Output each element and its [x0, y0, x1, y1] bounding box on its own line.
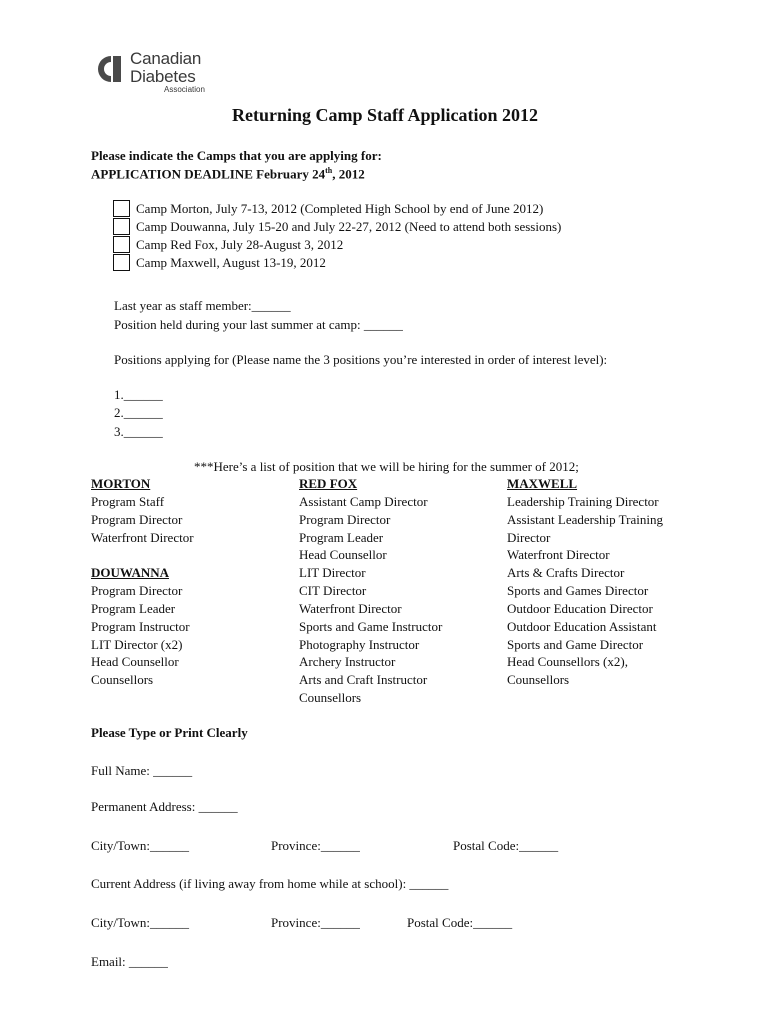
camp-option-douwanna: Camp Douwanna, July 15-20 and July 22-27, 2012 (Need to attend both sessions)	[136, 219, 562, 234]
hiring-note: ***Here’s a list of position that we will be hiring for the summer of 2012;	[194, 459, 579, 474]
red-fox-position: Photography Instructor	[299, 637, 420, 652]
camp-option-morton: Camp Morton, July 7-13, 2012 (Completed High School by end of June 2012)	[136, 201, 544, 216]
deadline-sup: th	[325, 166, 333, 175]
camps-instruction: Please indicate the Camps that you are applying for:	[91, 148, 382, 163]
morton-position: Program Director	[91, 512, 183, 527]
douwanna-position: Program Director	[91, 583, 183, 598]
email-field[interactable]: Email: ______	[91, 954, 168, 969]
logo-line-1: Canadian	[130, 49, 202, 68]
red-fox-position: Assistant Camp Director	[299, 494, 428, 509]
permanent-address-field[interactable]: Permanent Address: ______	[91, 799, 238, 814]
maxwell-position: Arts & Crafts Director	[507, 565, 625, 580]
red-fox-position: Waterfront Director	[299, 601, 402, 616]
red-fox-position: Program Director	[299, 512, 391, 527]
deadline-suffix: , 2012	[332, 166, 365, 182]
choice-1-field[interactable]: 1.______	[114, 387, 163, 402]
province-field-2[interactable]: Province:______	[271, 915, 360, 930]
maxwell-position: Outdoor Education Director	[507, 601, 653, 616]
full-name-field[interactable]: Full Name: ______	[91, 763, 193, 778]
morton-position: Program Staff	[91, 494, 165, 509]
douwanna-position: Program Instructor	[91, 619, 190, 634]
logo-line-2: Diabetes	[130, 67, 196, 86]
camp-option-maxwell: Camp Maxwell, August 13-19, 2012	[136, 255, 326, 270]
maxwell-position: Assistant Leadership Training	[507, 512, 663, 527]
postal-code-field-1[interactable]: Postal Code:______	[453, 838, 559, 853]
camp-option-red-fox: Camp Red Fox, July 28-August 3, 2012	[136, 237, 344, 252]
association-logo	[96, 50, 256, 100]
position-held-field[interactable]: Position held during your last summer at camp: ______	[114, 317, 403, 332]
column-head-maxwell: MAXWELL	[507, 476, 578, 491]
maxwell-position: Head Counsellors (x2),	[507, 654, 628, 669]
douwanna-position: Program Leader	[91, 601, 176, 616]
city-field-2[interactable]: City/Town:______	[91, 915, 190, 930]
red-fox-position: Sports and Game Instructor	[299, 619, 443, 634]
maxwell-position: Waterfront Director	[507, 547, 610, 562]
red-fox-position: LIT Director	[299, 565, 366, 580]
postal-code-field-2[interactable]: Postal Code:______	[407, 915, 513, 930]
column-head-red-fox: RED FOX	[299, 476, 358, 491]
red-fox-position: Program Leader	[299, 530, 384, 545]
city-field-1[interactable]: City/Town:______	[91, 838, 190, 853]
maxwell-position: Counsellors	[507, 672, 570, 687]
form-heading: Please Type or Print Clearly	[91, 725, 248, 740]
logo-line-3: Association	[164, 85, 205, 94]
maxwell-position: Leadership Training Director	[507, 494, 659, 509]
checkbox-camp-maxwell[interactable]	[113, 254, 130, 271]
red-fox-position: Counsellors	[299, 690, 362, 705]
last-year-field[interactable]: Last year as staff member:______	[114, 298, 291, 313]
checkbox-camp-douwanna[interactable]	[113, 218, 130, 235]
positions-applying-label: Positions applying for (Please name the 3 positions you’re interested in order of interest level):	[114, 352, 608, 367]
checkbox-camp-morton[interactable]	[113, 200, 130, 217]
logo-wordmark	[130, 50, 205, 94]
checkbox-camp-red-fox[interactable]	[113, 236, 130, 253]
morton-position: Waterfront Director	[91, 530, 194, 545]
column-head-douwanna: DOUWANNA	[91, 565, 169, 580]
red-fox-position: Head Counsellor	[299, 547, 387, 562]
douwanna-position: Counsellors	[91, 672, 154, 687]
choice-3-field[interactable]: 3.______	[114, 424, 163, 439]
choice-2-field[interactable]: 2.______	[114, 405, 163, 420]
red-fox-position: Arts and Craft Instructor	[299, 672, 428, 687]
logo-mark-icon	[96, 54, 126, 84]
column-head-morton: MORTON	[91, 476, 151, 491]
application-deadline	[91, 166, 365, 182]
maxwell-position: Sports and Game Director	[507, 637, 644, 652]
province-field-1[interactable]: Province:______	[271, 838, 360, 853]
red-fox-position: CIT Director	[299, 583, 367, 598]
current-address-field[interactable]: Current Address (if living away from home while at school): ______	[91, 876, 449, 891]
douwanna-position: LIT Director (x2)	[91, 637, 183, 652]
maxwell-position: Sports and Games Director	[507, 583, 649, 598]
deadline-prefix: APPLICATION DEADLINE February 24	[91, 166, 326, 182]
douwanna-position: Head Counsellor	[91, 654, 179, 669]
maxwell-position: Director	[507, 530, 551, 545]
red-fox-position: Archery Instructor	[299, 654, 396, 669]
page-title: Returning Camp Staff Application 2012	[231, 105, 539, 125]
maxwell-position: Outdoor Education Assistant	[507, 619, 657, 634]
